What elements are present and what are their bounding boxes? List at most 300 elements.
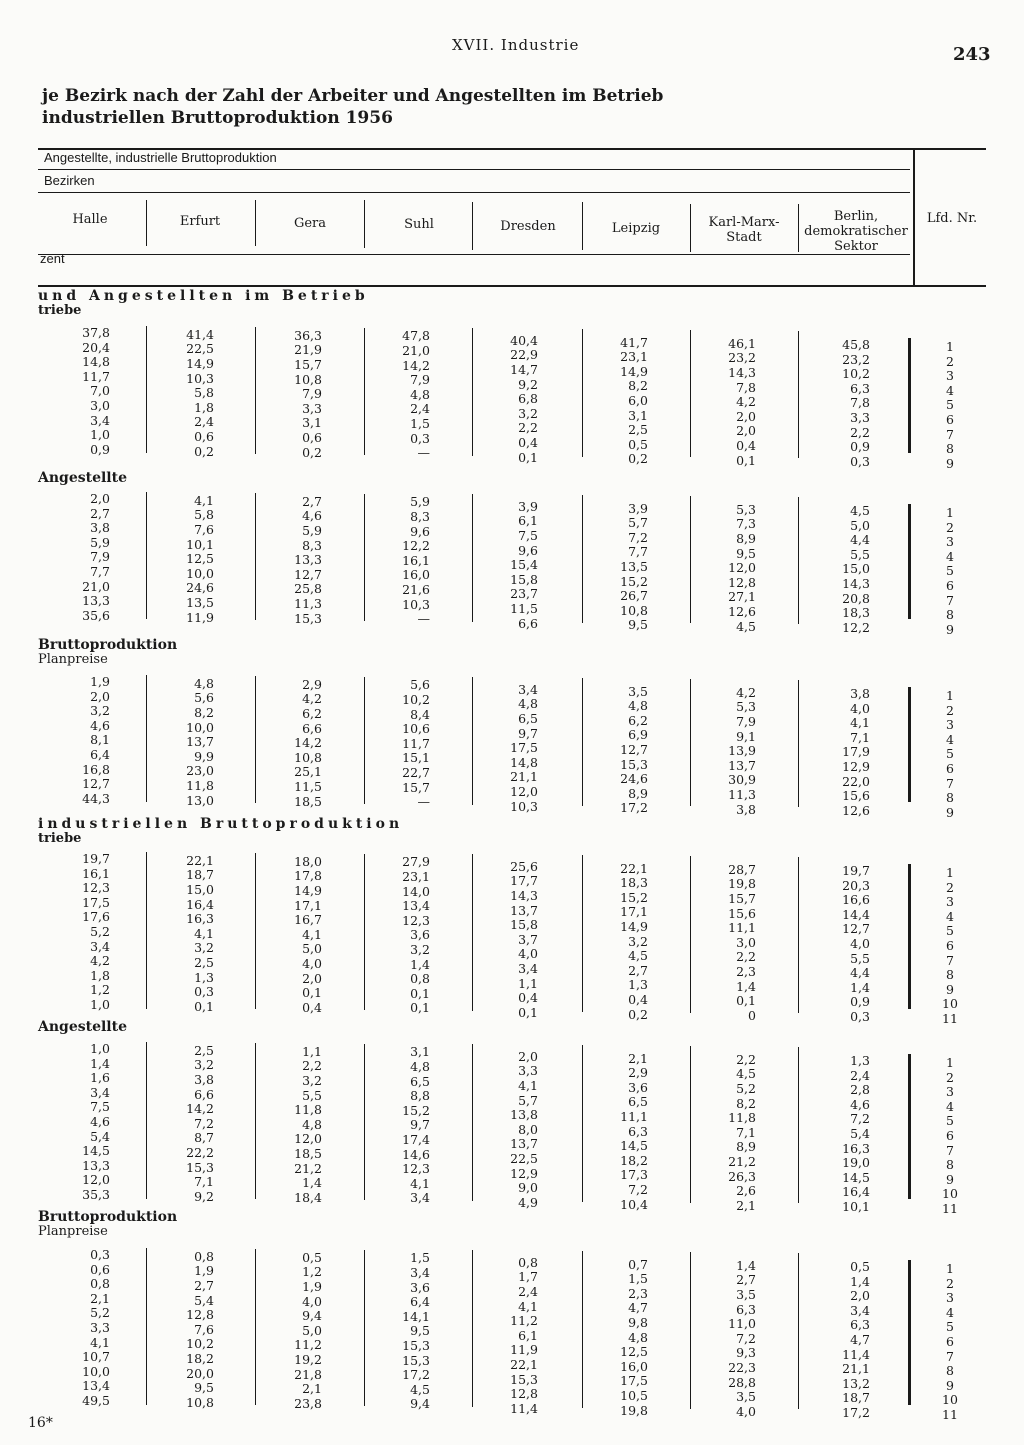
- cell-value: 3,6: [410, 927, 430, 943]
- cell-value: 10,7: [82, 1349, 110, 1365]
- cell-value: 23,8: [294, 1395, 322, 1411]
- cell-value: 4,8: [410, 386, 430, 402]
- cell-value: 0,1: [736, 993, 756, 1009]
- row-number: 4: [946, 731, 954, 747]
- column-separator: [146, 1042, 147, 1199]
- cell-value: 14,9: [620, 363, 648, 379]
- cell-value: 18,5: [294, 1145, 322, 1161]
- col-gera: Gera: [293, 216, 327, 231]
- cell-value: 2,5: [628, 422, 648, 438]
- cell-value: 5,9: [410, 494, 430, 510]
- table-title-line-2: industriellen Bruttoproduktion 1956: [42, 108, 393, 128]
- cell-value: 0,6: [302, 429, 322, 445]
- cell-value: 9,5: [628, 617, 648, 633]
- page-footer: 16*: [28, 1415, 53, 1431]
- row-number: 3: [946, 717, 954, 733]
- cell-value: 13,8: [510, 1107, 538, 1123]
- cell-value: 16,7: [294, 912, 322, 928]
- header-bottom-rule: [38, 285, 986, 287]
- cell-value: 15,0: [186, 882, 214, 897]
- cell-value: 9,5: [736, 545, 756, 561]
- cell-value: 8,1: [90, 732, 110, 748]
- column-separator: [146, 675, 147, 802]
- row-number: 11: [942, 1011, 958, 1026]
- cell-value: 5,4: [90, 1128, 110, 1144]
- row-number: 2: [946, 702, 954, 718]
- cell-value: 5,8: [194, 385, 214, 401]
- cell-value: 10,1: [842, 1199, 870, 1214]
- cell-value: 2,2: [850, 424, 870, 440]
- column-separator: [364, 854, 365, 1011]
- cell-value: 2,1: [302, 1381, 322, 1397]
- cell-value: 2,2: [736, 1051, 756, 1067]
- cell-value: 3,2: [194, 940, 214, 956]
- cell-value: 6,2: [628, 712, 648, 728]
- cell-value: 44,3: [82, 790, 110, 806]
- cell-value: 4,0: [302, 955, 322, 971]
- cell-value: 8,8: [410, 1088, 430, 1104]
- cell-value: 2,3: [736, 964, 756, 979]
- cell-value: 3,2: [90, 703, 110, 719]
- cell-value: 4,8: [410, 1058, 430, 1074]
- cell-value: 9,6: [410, 523, 430, 539]
- cell-value: 3,5: [628, 683, 648, 699]
- cell-value: 0,2: [628, 1006, 648, 1022]
- cell-value: 17,3: [620, 1167, 648, 1183]
- cell-value: 15,3: [620, 756, 648, 772]
- cell-value: 19,7: [82, 851, 110, 866]
- cell-value: 6,9: [628, 727, 648, 743]
- cell-value: 3,0: [736, 934, 756, 950]
- cell-value: 37,8: [82, 325, 110, 340]
- cell-value: 13,4: [82, 1378, 110, 1394]
- column-separator: [582, 1045, 583, 1202]
- header-row-1: Angestellte, industrielle Bruttoproduktion: [44, 150, 277, 165]
- column-separator: [472, 1044, 473, 1201]
- column-separator: [690, 330, 691, 457]
- row-number: 2: [946, 1069, 954, 1085]
- cell-value: 12,9: [510, 1165, 538, 1181]
- cell-value: 3,0: [90, 398, 110, 413]
- cell-value: 3,4: [850, 1302, 870, 1318]
- cell-value: 5,4: [194, 1292, 214, 1308]
- cell-value: 21,9: [294, 342, 322, 358]
- cell-value: 3,2: [302, 1072, 322, 1088]
- cell-value: 4,0: [302, 1293, 322, 1309]
- cell-value: 8,7: [194, 1130, 214, 1146]
- cell-value: 2,7: [736, 1272, 756, 1288]
- cell-value: 41,7: [620, 334, 648, 350]
- cell-value: 14,0: [402, 883, 430, 899]
- cell-value: 14,5: [842, 1169, 870, 1185]
- cell-value: 11,1: [728, 920, 756, 936]
- cell-value: 14,5: [82, 1143, 110, 1159]
- col-dresden: Dresden: [500, 219, 556, 234]
- row-group-bracket: [908, 1260, 911, 1405]
- cell-value: 25,1: [294, 764, 322, 780]
- row-number: 9: [946, 1171, 954, 1187]
- section-title: industriellen Bruttoproduktion: [38, 816, 404, 832]
- cell-value: 16,8: [82, 761, 110, 777]
- cell-value: 4,1: [518, 1298, 538, 1314]
- cell-value: 11,2: [510, 1313, 538, 1329]
- cell-value: 8,9: [628, 785, 648, 801]
- cell-value: 10,0: [186, 719, 214, 735]
- cell-value: 1,4: [410, 956, 430, 972]
- column-separator: [798, 1253, 799, 1410]
- cell-value: 12,3: [82, 880, 110, 896]
- cell-value: 45,8: [842, 337, 870, 352]
- column-separator: [255, 493, 256, 620]
- cell-value: 4,0: [850, 936, 870, 951]
- cell-value: 21,6: [402, 581, 430, 597]
- cell-value: —: [417, 611, 430, 627]
- cell-value: 1,0: [90, 997, 110, 1012]
- column-separator: [364, 1044, 365, 1201]
- table-title-line-1: je Bezirk nach der Zahl der Arbeiter und Angestellten im Betrieb: [42, 86, 664, 106]
- cell-value: 0,1: [736, 452, 756, 468]
- cell-value: 17,8: [294, 868, 322, 884]
- row-number: 5: [946, 1319, 954, 1335]
- cell-value: 6,8: [518, 391, 538, 407]
- column-separator: [472, 677, 473, 804]
- cell-value: 5,3: [736, 501, 756, 517]
- cell-value: 8,2: [194, 705, 214, 720]
- cell-value: 16,1: [82, 865, 110, 881]
- row-number: 8: [946, 1363, 954, 1379]
- cell-value: 14,8: [82, 354, 110, 370]
- cell-value: 8,9: [736, 531, 756, 546]
- cell-value: 2,7: [628, 962, 648, 978]
- cell-value: 2,3: [628, 1285, 648, 1301]
- cell-value: 7,1: [194, 1174, 214, 1190]
- cell-value: 2,8: [850, 1082, 870, 1098]
- row-number: 4: [946, 382, 954, 398]
- cell-value: 14,6: [402, 1146, 430, 1162]
- cell-value: 22,2: [186, 1145, 214, 1160]
- cell-value: 12,7: [294, 566, 322, 582]
- cell-value: 1,1: [302, 1043, 322, 1059]
- cell-value: 11,2: [294, 1337, 322, 1353]
- section-title: und Angestellten im Betrieb: [38, 288, 369, 304]
- cell-value: 24,6: [186, 580, 214, 596]
- cell-value: 1,7: [518, 1269, 538, 1285]
- cell-value: 16,6: [842, 892, 870, 908]
- cell-value: 0,4: [518, 990, 538, 1006]
- row-number: 9: [946, 455, 954, 471]
- cell-value: 5,2: [736, 1081, 756, 1096]
- section-title: Angestellte: [38, 470, 128, 486]
- cell-value: 4,8: [302, 1116, 322, 1132]
- cell-value: 23,2: [728, 350, 756, 366]
- cell-value: 0,4: [302, 999, 322, 1015]
- cell-value: 7,5: [90, 1099, 110, 1115]
- cell-value: 20,0: [186, 1365, 214, 1381]
- cell-value: 6,4: [410, 1294, 430, 1310]
- cell-value: 18,7: [842, 1390, 870, 1406]
- cell-value: 8,3: [410, 508, 430, 524]
- cell-value: 18,0: [294, 853, 322, 869]
- cell-value: 0,8: [518, 1254, 538, 1270]
- cell-value: 5,8: [194, 507, 214, 523]
- row-number: 10: [942, 1186, 958, 1202]
- cell-value: 11,0: [728, 1316, 756, 1332]
- cell-value: 46,1: [728, 335, 756, 351]
- cell-value: 20,3: [842, 877, 870, 893]
- column-separator: [690, 679, 691, 806]
- cell-value: 13,5: [620, 559, 648, 574]
- section-title: Bruttoproduktion: [38, 637, 178, 653]
- cell-value: 0,9: [90, 441, 110, 457]
- cell-value: 7,5: [518, 528, 538, 543]
- cell-value: 17,5: [82, 894, 110, 910]
- column-separator: [364, 328, 365, 455]
- cell-value: 22,1: [510, 1357, 538, 1372]
- cell-value: 0,4: [628, 992, 648, 1007]
- cell-value: —: [417, 445, 430, 461]
- cell-value: 1,5: [628, 1271, 648, 1287]
- cell-value: 12,6: [842, 802, 870, 818]
- cell-value: 35,3: [82, 1187, 110, 1202]
- cell-value: 19,7: [842, 863, 870, 878]
- cell-value: 10,2: [402, 691, 430, 707]
- cell-value: 18,3: [842, 605, 870, 621]
- row-group-bracket: [908, 338, 911, 453]
- cell-value: 20,4: [82, 339, 110, 355]
- column-separator: [364, 494, 365, 621]
- cell-value: 4,2: [736, 394, 756, 410]
- section-title: Angestellte: [38, 1019, 128, 1035]
- column-separator: [798, 680, 799, 807]
- row-number: 7: [946, 952, 954, 968]
- row-number: 6: [946, 1128, 954, 1143]
- cell-value: 2,2: [302, 1058, 322, 1074]
- cell-value: 4,6: [850, 1096, 870, 1112]
- cell-value: 17,4: [402, 1131, 430, 1147]
- cell-value: 0,2: [302, 444, 322, 460]
- cell-value: 5,6: [194, 690, 214, 706]
- page-number: 243: [953, 44, 991, 65]
- cell-value: 10,3: [186, 370, 214, 386]
- cell-value: 15,2: [620, 889, 648, 905]
- cell-value: 3,9: [628, 500, 648, 516]
- cell-value: 3,8: [90, 520, 110, 536]
- column-separator: [582, 855, 583, 1012]
- cell-value: 15,6: [728, 905, 756, 921]
- cell-value: 9,7: [410, 1117, 430, 1133]
- cell-value: 18,5: [294, 793, 322, 809]
- cell-value: 9,0: [518, 1180, 538, 1196]
- cell-value: 10,4: [620, 1196, 648, 1212]
- cell-value: 17,9: [842, 744, 870, 760]
- cell-value: 2,0: [90, 491, 110, 506]
- row-number: 8: [946, 441, 954, 457]
- cell-value: 8,9: [736, 1139, 756, 1155]
- cell-value: 15,0: [842, 561, 870, 577]
- row-number: 1: [946, 865, 954, 880]
- cell-value: 11,9: [510, 1342, 538, 1358]
- cell-value: 9,4: [302, 1308, 322, 1324]
- row-number: 7: [946, 1142, 954, 1158]
- cell-value: 21,0: [402, 342, 430, 358]
- cell-value: 5,9: [90, 534, 110, 550]
- cell-value: 1,3: [850, 1053, 870, 1068]
- cell-value: 0,5: [628, 436, 648, 452]
- cell-value: 16,3: [186, 911, 214, 927]
- cell-value: 35,6: [82, 607, 110, 623]
- section-subtitle: Planpreise: [38, 652, 108, 667]
- cell-value: 1,5: [410, 415, 430, 431]
- cell-value: 2,2: [736, 949, 756, 965]
- section-subtitle: triebe: [38, 831, 82, 846]
- column-separator: [798, 331, 799, 458]
- cell-value: 15,8: [510, 917, 538, 933]
- cell-value: 23,0: [186, 763, 214, 779]
- cell-value: 1,3: [194, 969, 214, 985]
- cell-value: 3,4: [410, 1264, 430, 1280]
- cell-value: 17,1: [294, 897, 322, 913]
- cell-value: 1,9: [90, 674, 110, 689]
- cell-value: 2,5: [194, 955, 214, 970]
- row-number: 1: [946, 688, 954, 703]
- cell-value: 15,6: [842, 788, 870, 804]
- cell-value: 10,2: [186, 1336, 214, 1352]
- cell-value: 8,2: [736, 1095, 756, 1111]
- row-number: 3: [946, 368, 954, 384]
- cell-value: 11,4: [842, 1346, 870, 1362]
- row-group-bracket: [908, 864, 911, 1009]
- row-number: 9: [946, 981, 954, 997]
- cell-value: 14,9: [294, 882, 322, 898]
- cell-value: 2,7: [302, 493, 322, 509]
- cell-value: 12,0: [294, 1131, 322, 1147]
- col-leipzig: Leipzig: [611, 221, 661, 236]
- cell-value: 1,4: [850, 979, 870, 995]
- column-separator: [255, 853, 256, 1010]
- cell-value: 1,9: [302, 1278, 322, 1294]
- cell-value: 2,0: [90, 688, 110, 704]
- cell-value: 15,3: [294, 610, 322, 626]
- cell-value: 1,1: [518, 975, 538, 991]
- cell-value: 15,3: [402, 1337, 430, 1353]
- column-separator: [255, 676, 256, 803]
- cell-value: 19,2: [294, 1351, 322, 1367]
- cell-value: 5,4: [850, 1126, 870, 1141]
- cell-value: 3,5: [736, 1287, 756, 1302]
- column-separator: [582, 678, 583, 805]
- cell-value: 5,5: [850, 950, 870, 966]
- cell-value: 3,4: [518, 681, 538, 697]
- column-separator: [472, 854, 473, 1011]
- cell-value: 23,1: [620, 349, 648, 365]
- cell-value: —: [417, 794, 430, 810]
- cell-value: 0: [748, 1007, 756, 1023]
- cell-value: 17,7: [510, 873, 538, 889]
- cell-value: 2,4: [518, 1284, 538, 1299]
- row-number: 4: [946, 1304, 954, 1320]
- cell-value: 0,1: [302, 985, 322, 1001]
- cell-value: 15,3: [402, 1352, 430, 1368]
- cell-value: 1,0: [90, 1041, 110, 1056]
- cell-value: 10,8: [620, 602, 648, 618]
- cell-value: 7,8: [736, 379, 756, 395]
- cell-value: 4,5: [736, 618, 756, 634]
- row-number: 1: [946, 339, 954, 354]
- cell-value: 17,2: [402, 1367, 430, 1383]
- cell-value: 11,7: [402, 735, 430, 751]
- row-number: 3: [946, 894, 954, 910]
- cell-value: 19,0: [842, 1155, 870, 1171]
- header-row-2: Bezirken: [44, 173, 95, 188]
- cell-value: 4,2: [90, 953, 110, 969]
- cell-value: 19,8: [620, 1402, 648, 1418]
- cell-value: 4,1: [410, 1175, 430, 1191]
- cell-value: 0,3: [410, 430, 430, 446]
- row-number: 7: [946, 1348, 954, 1364]
- cell-value: 16,1: [402, 552, 430, 568]
- cell-value: 12,7: [842, 921, 870, 937]
- cell-value: 2,1: [628, 1050, 648, 1066]
- cell-value: 4,6: [302, 508, 322, 524]
- cell-value: 1,2: [90, 982, 110, 998]
- column-separator: [146, 326, 147, 453]
- cell-value: 0,9: [850, 439, 870, 455]
- cell-value: 28,7: [728, 861, 756, 877]
- cell-value: 0,3: [850, 1009, 870, 1024]
- column-separator: [690, 856, 691, 1013]
- cell-value: 7,2: [628, 529, 648, 545]
- cell-value: 2,0: [518, 1048, 538, 1064]
- cell-value: 4,1: [194, 925, 214, 941]
- cell-value: 13,4: [402, 898, 430, 914]
- cell-value: 9,7: [518, 725, 538, 741]
- cell-value: 40,4: [510, 332, 538, 348]
- cell-value: 4,5: [410, 1381, 430, 1397]
- cell-value: 9,9: [194, 748, 214, 764]
- cell-value: 23,7: [510, 586, 538, 602]
- cell-value: 21,0: [82, 578, 110, 594]
- cell-value: 22,1: [620, 860, 648, 876]
- column-separator: [582, 329, 583, 456]
- cell-value: 2,0: [736, 408, 756, 424]
- cell-value: 17,5: [620, 1373, 648, 1389]
- cell-value: 3,8: [736, 801, 756, 817]
- cell-value: 4,8: [194, 675, 214, 691]
- cell-value: 13,0: [186, 792, 214, 808]
- cell-value: 12,8: [186, 1307, 214, 1323]
- cell-value: 3,7: [518, 931, 538, 947]
- cell-value: 4,6: [90, 717, 110, 733]
- cell-value: 9,3: [736, 1345, 756, 1361]
- chapter-title: XVII. Industrie: [452, 36, 580, 54]
- column-separator: [146, 492, 147, 619]
- col-lfd-nr: Lfd. Nr.: [926, 211, 978, 226]
- cell-value: 13,3: [294, 552, 322, 568]
- cell-value: 5,6: [410, 677, 430, 693]
- cell-value: 22,1: [186, 852, 214, 868]
- cell-value: 4,0: [850, 700, 870, 716]
- row-number: 9: [946, 1377, 954, 1393]
- cell-value: 2,4: [850, 1067, 870, 1083]
- cell-value: 7,2: [194, 1115, 214, 1131]
- cell-value: 7,1: [850, 729, 870, 745]
- cell-value: 11,9: [186, 609, 214, 625]
- cell-value: 3,2: [194, 1057, 214, 1073]
- column-separator: [472, 494, 473, 621]
- cell-value: 12,2: [402, 538, 430, 554]
- cell-value: 14,3: [510, 888, 538, 903]
- row-number: 9: [946, 621, 954, 637]
